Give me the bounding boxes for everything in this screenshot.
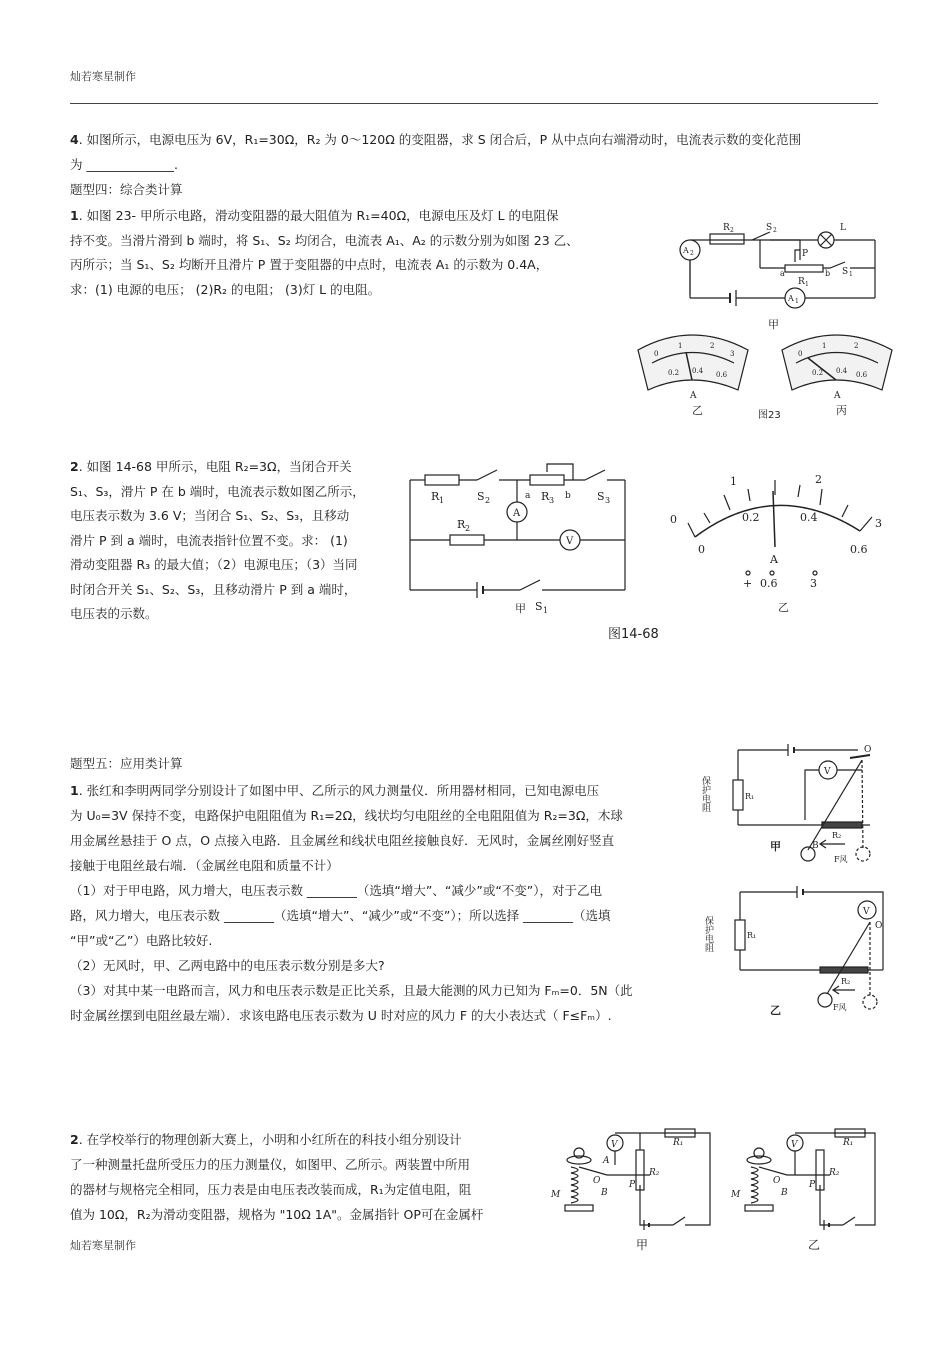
svg-text:1: 1 xyxy=(849,271,853,278)
svg-text:0.6: 0.6 xyxy=(760,577,778,590)
svg-text:M: M xyxy=(731,1190,741,1200)
svg-text:V: V xyxy=(863,907,870,917)
svg-text:A: A xyxy=(834,391,841,401)
svg-text:S: S xyxy=(477,490,485,503)
svg-text:a: a xyxy=(525,491,531,501)
svg-text:F风: F风 xyxy=(833,1003,847,1012)
resistor-r1 xyxy=(425,475,459,485)
pressure-label-yi: 乙 xyxy=(808,1238,821,1252)
svg-text:S: S xyxy=(597,490,605,503)
p3-line: 接触于电阻丝最右端．（金属丝电阻和质量不计） xyxy=(70,858,339,873)
p3-line: “甲”或“乙”）电路比较好. xyxy=(70,933,213,948)
p1-line: 丙所示；当 S₁、S₂ 均断开且滑片 P 置于变阻器的中点时，电流表 A₁ 的示数为 0.4A， xyxy=(70,257,549,272)
svg-text:A: A xyxy=(603,1156,610,1166)
p1-line: 求：(1) 电源的电压； (2)R₂ 的电阻； (3)灯 L 的电阻。 xyxy=(70,281,381,297)
p4-text xyxy=(70,1127,483,1227)
svg-text:2: 2 xyxy=(773,227,777,234)
svg-text:R: R xyxy=(541,490,550,503)
p2-line: 电压表示数为 3.6 V；当闭合 S₁、S₂、S₃，且移动 xyxy=(70,508,350,523)
svg-text:A: A xyxy=(683,246,689,255)
svg-text:R: R xyxy=(457,518,466,531)
svg-text:S: S xyxy=(535,600,543,613)
svg-text:1: 1 xyxy=(795,298,799,305)
p4-line: 的器材与规格完全相同，压力表是由电压表改装而成，R₁为定值电阻，阻 xyxy=(70,1182,472,1197)
figure-23 xyxy=(630,210,890,425)
meter-bing xyxy=(782,335,892,390)
svg-text:1: 1 xyxy=(730,475,737,488)
svg-text:1: 1 xyxy=(805,281,809,288)
switch-s2 xyxy=(752,232,770,240)
p1-number: 1 xyxy=(70,208,79,223)
pressure-label-jia: 甲 xyxy=(636,1238,649,1252)
svg-text:A: A xyxy=(770,553,778,566)
svg-text:P: P xyxy=(802,249,809,259)
svg-text:0.6: 0.6 xyxy=(850,543,868,556)
p2-text xyxy=(70,455,365,627)
figure-14-68-yi-meter xyxy=(660,465,890,645)
section5-title: 题型五：应用类计算 xyxy=(70,756,183,771)
meter-yi xyxy=(638,335,748,390)
svg-text:R₁: R₁ xyxy=(673,1138,684,1148)
pressure-yi xyxy=(730,1129,875,1230)
svg-text:1: 1 xyxy=(543,606,549,615)
svg-text:1: 1 xyxy=(678,342,683,350)
svg-text:2: 2 xyxy=(690,250,694,257)
svg-text:O: O xyxy=(593,1176,601,1186)
p3-number: 1 xyxy=(70,783,79,798)
svg-text:0: 0 xyxy=(798,350,803,358)
rheostat-r3 xyxy=(530,475,564,485)
svg-text:0: 0 xyxy=(654,350,659,358)
svg-text:O: O xyxy=(864,745,872,755)
svg-text:A: A xyxy=(788,294,794,303)
figure-14-68-jia xyxy=(405,460,640,620)
svg-text:R₂: R₂ xyxy=(841,977,851,986)
meter-needle xyxy=(773,491,775,547)
p3-line: （3）对其中某一电路而言，风力和电压表示数是正比关系，且最大能测的风力已知为 Fₘ=0．5N（此 xyxy=(70,983,633,998)
svg-text:3: 3 xyxy=(875,517,882,530)
figure-wind-jia xyxy=(700,740,880,864)
meter-arc xyxy=(695,505,860,537)
p4-line: 值为 10Ω，R₂为滑动变阻器，规格为 "10Ω 1A"。金属指针 OP可在金属杆 xyxy=(70,1207,484,1222)
svg-text:S: S xyxy=(766,223,773,233)
svg-text:R₁: R₁ xyxy=(747,931,757,940)
svg-text:A: A xyxy=(690,391,697,401)
resistor-r1 xyxy=(735,920,745,950)
svg-text:3: 3 xyxy=(605,496,611,505)
p3-line: （2）无风时，甲、乙两电路中的电压表示数分别是多大? xyxy=(70,958,385,973)
q4-text: . 如图所示，电源电压为 6V，R₁=30Ω，R₂ 为 0～120Ω 的变阻器，求 S 闭合后，P 从中点向右端滑动时，电流表示数的变化范围 xyxy=(78,132,802,147)
resistor-r2 xyxy=(710,234,744,244)
svg-text:V: V xyxy=(791,1140,798,1150)
p3-line: 路，风力增大，电压表示数 ________（选填“增大”、“减少”或“不变”）；所以选择 ________（选填 xyxy=(70,908,611,923)
svg-text:V: V xyxy=(566,536,574,547)
svg-text:0.4: 0.4 xyxy=(836,367,848,375)
svg-text:P: P xyxy=(629,1180,636,1190)
fig23-label-jia: 甲 xyxy=(768,318,779,331)
p4-line: . 在学校举行的物理创新大赛上，小明和小红所在的科技小组分别设计 xyxy=(78,1132,462,1147)
rheostat-r1 xyxy=(785,265,823,272)
wind-label-jia: 甲 xyxy=(770,840,781,853)
svg-text:V: V xyxy=(824,767,831,777)
switch-s2 xyxy=(477,470,497,480)
svg-text:A: A xyxy=(513,508,521,519)
p1-line: 持不变。当滑片滑到 b 端时，将 S₁、S₂ 均闭合，电流表 A₁、A₂ 的示数分别为如图 23 乙、 xyxy=(70,232,579,248)
fig1468-label-jia: 甲 xyxy=(515,602,526,615)
svg-text:R₁: R₁ xyxy=(745,792,755,801)
svg-text:S: S xyxy=(842,267,849,277)
q4-number: 4 xyxy=(70,132,79,147)
p4-number: 2 xyxy=(70,1132,79,1147)
svg-text:2: 2 xyxy=(730,227,734,234)
svg-text:B: B xyxy=(781,1188,788,1198)
svg-text:R₂: R₂ xyxy=(832,831,842,840)
switch-s1 xyxy=(520,580,540,590)
svg-text:2: 2 xyxy=(485,496,491,505)
svg-text:0.2: 0.2 xyxy=(812,369,824,377)
figure-pressure xyxy=(545,1125,885,1255)
svg-text:B: B xyxy=(812,841,819,851)
pressure-jia xyxy=(550,1129,710,1230)
svg-text:+: + xyxy=(743,577,753,590)
svg-text:3: 3 xyxy=(549,496,555,505)
p3-line: 时金属丝摆到电阻丝最左端）．求该电路电压表示数为 U 时对应的风力 F 的大小表达式（ F≤Fₘ）. xyxy=(70,1008,612,1023)
svg-text:R₁: R₁ xyxy=(843,1138,854,1148)
svg-text:2: 2 xyxy=(465,524,471,533)
svg-text:3: 3 xyxy=(730,350,735,358)
p2-number: 2 xyxy=(70,459,79,474)
wind-label-protect: 保护电阻 xyxy=(700,776,710,812)
svg-text:F风: F风 xyxy=(834,855,848,864)
fig23-label-bing: 丙 xyxy=(836,404,847,417)
section4-title: 题型四：综合类计算 xyxy=(70,182,183,197)
p3-text xyxy=(70,778,633,1028)
q4-line2: 为 ______________. xyxy=(70,157,178,172)
p1-text xyxy=(70,204,579,302)
p2-line: 电压表的示数。 xyxy=(70,606,158,621)
svg-text:O: O xyxy=(773,1176,781,1186)
svg-text:b: b xyxy=(565,491,571,501)
header-rule xyxy=(70,103,878,104)
q4-line1 xyxy=(70,128,801,152)
svg-text:L: L xyxy=(840,223,846,233)
svg-text:R: R xyxy=(431,490,440,503)
svg-text:R₂: R₂ xyxy=(649,1168,660,1178)
svg-text:2: 2 xyxy=(815,473,822,486)
svg-text:B: B xyxy=(601,1188,608,1198)
svg-text:b: b xyxy=(825,269,831,278)
fig1468-caption: 图14-68 xyxy=(608,627,659,642)
p1-line: . 如图 23- 甲所示电路，滑动变阻器的最大阻值为 R₁=40Ω，电源电压及灯 L 的电阻保 xyxy=(78,208,559,223)
svg-text:0: 0 xyxy=(670,513,677,526)
svg-text:R: R xyxy=(798,277,805,287)
svg-text:0: 0 xyxy=(698,543,705,556)
resistance-wire-r2 xyxy=(820,967,868,973)
page-footer: 灿若寒星制作 xyxy=(70,1239,136,1252)
svg-text:0.6: 0.6 xyxy=(856,371,868,379)
p2-line: . 如图 14-68 甲所示，电阻 R₂=3Ω，当闭合开关 xyxy=(78,459,352,474)
svg-text:1: 1 xyxy=(822,342,827,350)
fig1468-label-yi: 乙 xyxy=(778,601,789,614)
svg-text:R: R xyxy=(723,223,730,233)
p3-line: 用金属丝悬挂于 O 点，O 点接入电路．且金属丝和线状电阻丝接触良好．无风时，金属丝刚好竖直 xyxy=(70,833,615,848)
p2-line: 滑片 P 到 a 端时，电流表指针位置不变。求： (1) xyxy=(70,532,348,548)
resistor-r2 xyxy=(450,535,484,545)
p3-line: 为 U₀=3V 保持不变，电路保护电阻阻值为 R₁=2Ω，线状均匀电阻丝的全电阻阻值为 R₂=3Ω，木球 xyxy=(70,808,623,823)
svg-text:0.4: 0.4 xyxy=(800,511,818,524)
page-header: 灿若寒星制作 xyxy=(70,70,136,83)
svg-text:0.2: 0.2 xyxy=(668,369,680,377)
wood-ball xyxy=(818,993,832,1007)
svg-text:a: a xyxy=(780,269,785,278)
p3-line: （1）对于甲电路，风力增大，电压表示数 ________（选填“增大”、“减少”或“不变”），对于乙电 xyxy=(70,883,603,898)
p4-line: 了一种测量托盘所受压力的压力测量仪，如图甲、乙所示。两装置中所用 xyxy=(70,1157,471,1172)
p3-line: . 张红和李明两同学分别设计了如图中甲、乙所示的风力测量仪．所用器材相同，已知电源电压 xyxy=(78,783,600,798)
wind-label-yi: 乙 xyxy=(770,1004,781,1017)
svg-text:0.6: 0.6 xyxy=(716,371,728,379)
svg-text:M: M xyxy=(551,1190,561,1200)
rheostat-r2 xyxy=(816,1150,824,1190)
wind-label-protect: 保护电阻 xyxy=(703,916,713,952)
svg-text:1: 1 xyxy=(439,496,445,505)
svg-text:2: 2 xyxy=(854,342,859,350)
svg-text:2: 2 xyxy=(710,342,715,350)
p2-line: 滑动变阻器 R₃ 的最大值；（2）电源电压；（3）当同 xyxy=(70,557,358,572)
svg-text:3: 3 xyxy=(810,577,817,590)
p2-line: S₁、S₃，滑片 P 在 b 端时，电流表示数如图乙所示， xyxy=(70,483,365,499)
fig23-caption: 图23 xyxy=(758,410,781,421)
resistor-r1 xyxy=(733,780,743,810)
rheostat-r2 xyxy=(636,1150,644,1190)
switch-s3 xyxy=(585,470,605,480)
svg-text:0.4: 0.4 xyxy=(692,367,704,375)
figure-wind-yi xyxy=(705,882,885,1022)
svg-text:0.2: 0.2 xyxy=(742,511,760,524)
p2-line: 时闭合开关 S₁、S₂、S₃，且移动滑片 P 到 a 端时， xyxy=(70,581,357,597)
fig23-label-yi: 乙 xyxy=(692,404,703,417)
svg-text:P: P xyxy=(809,1180,816,1190)
resistance-wire-r2 xyxy=(822,822,862,828)
svg-text:R₂: R₂ xyxy=(829,1168,840,1178)
svg-text:O: O xyxy=(875,921,883,931)
svg-text:V: V xyxy=(611,1140,618,1150)
